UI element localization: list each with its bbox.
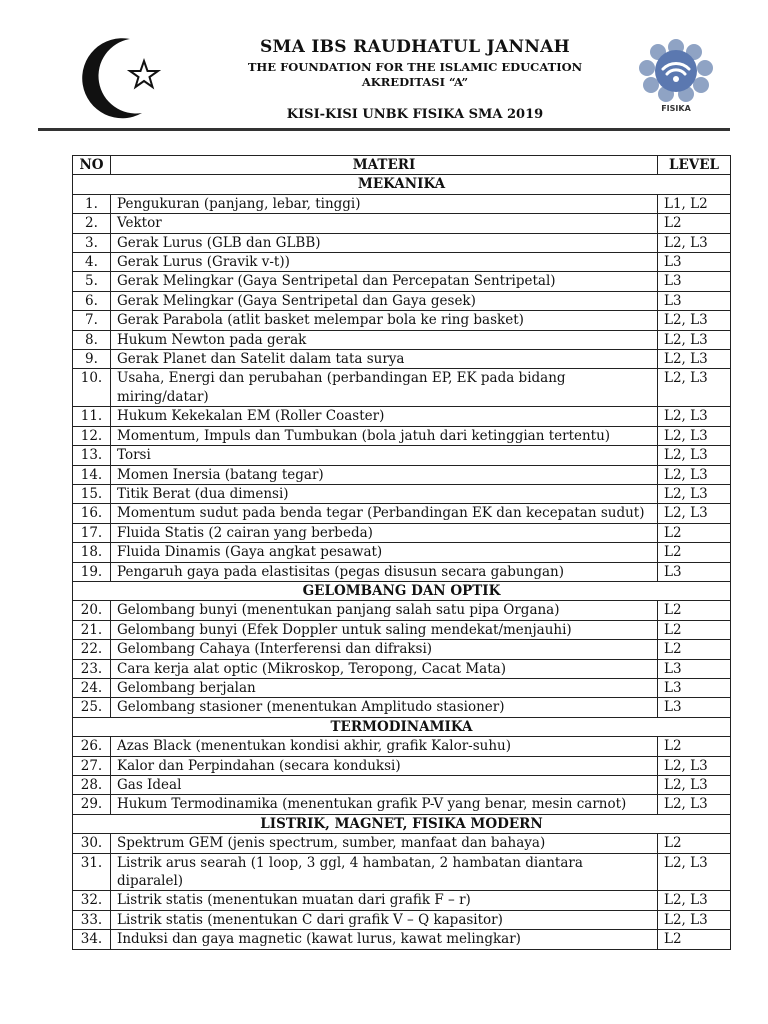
cell-materi: Momen Inersia (batang tegar) [111,465,658,484]
cell-level: L2, L3 [658,311,731,330]
cell-no: 29. [73,795,111,814]
cell-no: 13. [73,446,111,465]
cell-no: 5. [73,272,111,291]
cell-no: 18. [73,543,111,562]
table-row [73,930,731,949]
cell-level: L2, L3 [658,350,731,369]
cell-no: 12. [73,426,111,445]
cell-no: 19. [73,562,111,581]
table-row [73,311,731,330]
table-row [73,834,731,853]
cell-materi: Vektor [111,214,658,233]
cell-materi: Usaha, Energi dan perubahan (perbandingan EP, EK pada bidang miring/datar) [111,369,658,407]
cell-level: L2, L3 [658,465,731,484]
cell-materi: Pengukuran (panjang, lebar, tinggi) [111,194,658,213]
section-row [73,717,731,736]
cell-materi: Cara kerja alat optic (Mikroskop, Teropong, Cacat Mata) [111,659,658,678]
cell-level: L2, L3 [658,407,731,426]
cell-no: 17. [73,523,111,542]
table-row [73,562,731,581]
table-row [73,640,731,659]
cell-materi: Spektrum GEM (jenis spectrum, sumber, manfaat dan bahaya) [111,834,658,853]
table-row [73,853,731,891]
table-row [73,910,731,929]
cell-level: L2 [658,601,731,620]
table-row [73,737,731,756]
cell-level: L2 [658,543,731,562]
cell-level: L3 [658,659,731,678]
section-title: LISTRIK, MAGNET, FISIKA MODERN [73,814,731,833]
section-row [73,175,731,194]
table-row [73,272,731,291]
table-row [73,601,731,620]
cell-level: L2, L3 [658,910,731,929]
cell-materi: Momentum sudut pada benda tegar (Perbandingan EK dan kecepatan sudut) [111,504,658,523]
cell-no: 33. [73,910,111,929]
cell-level: L2, L3 [658,891,731,910]
cell-materi: Gelombang stasioner (menentukan Amplitudo stasioner) [111,698,658,717]
cell-level: L2, L3 [658,330,731,349]
cell-level: L3 [658,253,731,272]
cell-materi: Fluida Statis (2 cairan yang berbeda) [111,523,658,542]
cell-materi: Gelombang bunyi (Efek Doppler untuk saling mendekat/menjauhi) [111,620,658,639]
cell-no: 21. [73,620,111,639]
table-row [73,194,731,213]
cell-materi: Gerak Parabola (atlit basket melempar bola ke ring basket) [111,311,658,330]
cell-no: 3. [73,233,111,252]
title-block [200,37,630,122]
cell-level: L1, L2 [658,194,731,213]
cell-level: L2, L3 [658,853,731,891]
cell-level: L3 [658,698,731,717]
cell-level: L2 [658,620,731,639]
cell-no: 20. [73,601,111,620]
cell-materi: Gas Ideal [111,776,658,795]
cell-no: 1. [73,194,111,213]
cell-level: L3 [658,291,731,310]
cell-no: 34. [73,930,111,949]
cell-level: L2, L3 [658,484,731,503]
cell-no: 14. [73,465,111,484]
cell-level: L2, L3 [658,504,731,523]
section-title: GELOMBANG DAN OPTIK [73,581,731,600]
column-header-materi: MATERI [111,156,658,175]
cell-level: L2, L3 [658,233,731,252]
cell-level: L3 [658,678,731,697]
accreditation: AKREDITASI “A” [361,75,469,89]
table-row [73,776,731,795]
cell-level: L2, L3 [658,795,731,814]
cell-level: L2, L3 [658,756,731,775]
document-title: KISI-KISI UNBK FISIKA SMA 2019 [286,107,544,122]
cell-materi: Hukum Newton pada gerak [111,330,658,349]
section-row [73,581,731,600]
table-row [73,214,731,233]
cell-no: 6. [73,291,111,310]
cell-materi: Induksi dan gaya magnetic (kawat lurus, kawat melingkar) [111,930,658,949]
cell-materi: Momentum, Impuls dan Tumbukan (bola jatuh dari ketinggian tertentu) [111,426,658,445]
cell-no: 10. [73,369,111,407]
cell-level: L2, L3 [658,426,731,445]
table-row [73,543,731,562]
cell-materi: Listrik statis (menentukan C dari grafik V – Q kapasitor) [111,910,658,929]
header-divider [38,128,730,131]
cell-materi: Gerak Lurus (Gravik v-t)) [111,253,658,272]
cell-level: L2 [658,834,731,853]
cell-materi: Gerak Melingkar (Gaya Sentripetal dan Percepatan Sentripetal) [111,272,658,291]
section-row [73,814,731,833]
table-row [73,523,731,542]
cell-materi: Azas Black (menentukan kondisi akhir, grafik Kalor-suhu) [111,737,658,756]
cell-no: 7. [73,311,111,330]
cell-materi: Listrik statis (menentukan muatan dari grafik F – r) [111,891,658,910]
cell-no: 9. [73,350,111,369]
table-body [73,175,731,949]
cell-materi: Gelombang berjalan [111,678,658,697]
crescent-star-logo-icon [78,35,168,120]
cell-no: 26. [73,737,111,756]
cell-materi: Gelombang Cahaya (Interferensi dan difraksi) [111,640,658,659]
section-title: MEKANIKA [73,175,731,194]
cell-level: L2, L3 [658,369,731,407]
cell-materi: Pengaruh gaya pada elastisitas (pegas disusun secara gabungan) [111,562,658,581]
table-row [73,426,731,445]
table-row [73,678,731,697]
table-row [73,330,731,349]
document-header [0,0,768,135]
physics-logo-label: FISIKA [661,104,691,113]
cell-materi: Gelombang bunyi (menentukan panjang salah satu pipa Organa) [111,601,658,620]
cell-no: 24. [73,678,111,697]
cell-no: 16. [73,504,111,523]
cell-materi: Gerak Melingkar (Gaya Sentripetal dan Gaya gesek) [111,291,658,310]
cell-materi: Gerak Lurus (GLB dan GLBB) [111,233,658,252]
cell-no: 31. [73,853,111,891]
column-header-no: NO [73,156,111,175]
table-row [73,350,731,369]
column-header-level: LEVEL [658,156,731,175]
cell-materi: Fluida Dinamis (Gaya angkat pesawat) [111,543,658,562]
cell-materi: Hukum Kekekalan EM (Roller Coaster) [111,407,658,426]
section-title: TERMODINAMIKA [73,717,731,736]
table-row [73,659,731,678]
cell-no: 22. [73,640,111,659]
foundation-name: THE FOUNDATION FOR THE ISLAMIC EDUCATION [247,60,583,74]
cell-materi: Gerak Planet dan Satelit dalam tata surya [111,350,658,369]
table-row [73,465,731,484]
cell-level: L2 [658,523,731,542]
cell-no: 32. [73,891,111,910]
cell-materi: Titik Berat (dua dimensi) [111,484,658,503]
table-row [73,407,731,426]
cell-no: 15. [73,484,111,503]
cell-no: 8. [73,330,111,349]
cell-level: L2 [658,930,731,949]
cell-no: 28. [73,776,111,795]
cell-level: L3 [658,562,731,581]
cell-no: 4. [73,253,111,272]
table-row [73,756,731,775]
table-row [73,253,731,272]
school-name: SMA IBS RAUDHATUL JANNAH [259,37,571,57]
cell-materi: Hukum Termodinamika (menentukan grafik P-V yang benar, mesin carnot) [111,795,658,814]
table-header-row [73,156,731,175]
cell-no: 23. [73,659,111,678]
cell-level: L2, L3 [658,776,731,795]
table-row [73,504,731,523]
table-row [73,698,731,717]
cell-level: L2 [658,737,731,756]
cell-level: L2 [658,640,731,659]
cell-no: 11. [73,407,111,426]
cell-level: L3 [658,272,731,291]
cell-materi: Kalor dan Perpindahan (secara konduksi) [111,756,658,775]
table-row [73,795,731,814]
cell-no: 30. [73,834,111,853]
table-row [73,233,731,252]
table-row [73,291,731,310]
cell-materi: Torsi [111,446,658,465]
table-row [73,891,731,910]
table-row [73,620,731,639]
cell-materi: Listrik arus searah (1 loop, 3 ggl, 4 hambatan, 2 hambatan diantara diparalel) [111,853,658,891]
cell-level: L2 [658,214,731,233]
kisi-kisi-table [72,155,731,950]
cell-level: L2, L3 [658,446,731,465]
cell-no: 2. [73,214,111,233]
cell-no: 25. [73,698,111,717]
table-row [73,369,731,407]
table-row [73,484,731,503]
table-row [73,446,731,465]
cell-no: 27. [73,756,111,775]
